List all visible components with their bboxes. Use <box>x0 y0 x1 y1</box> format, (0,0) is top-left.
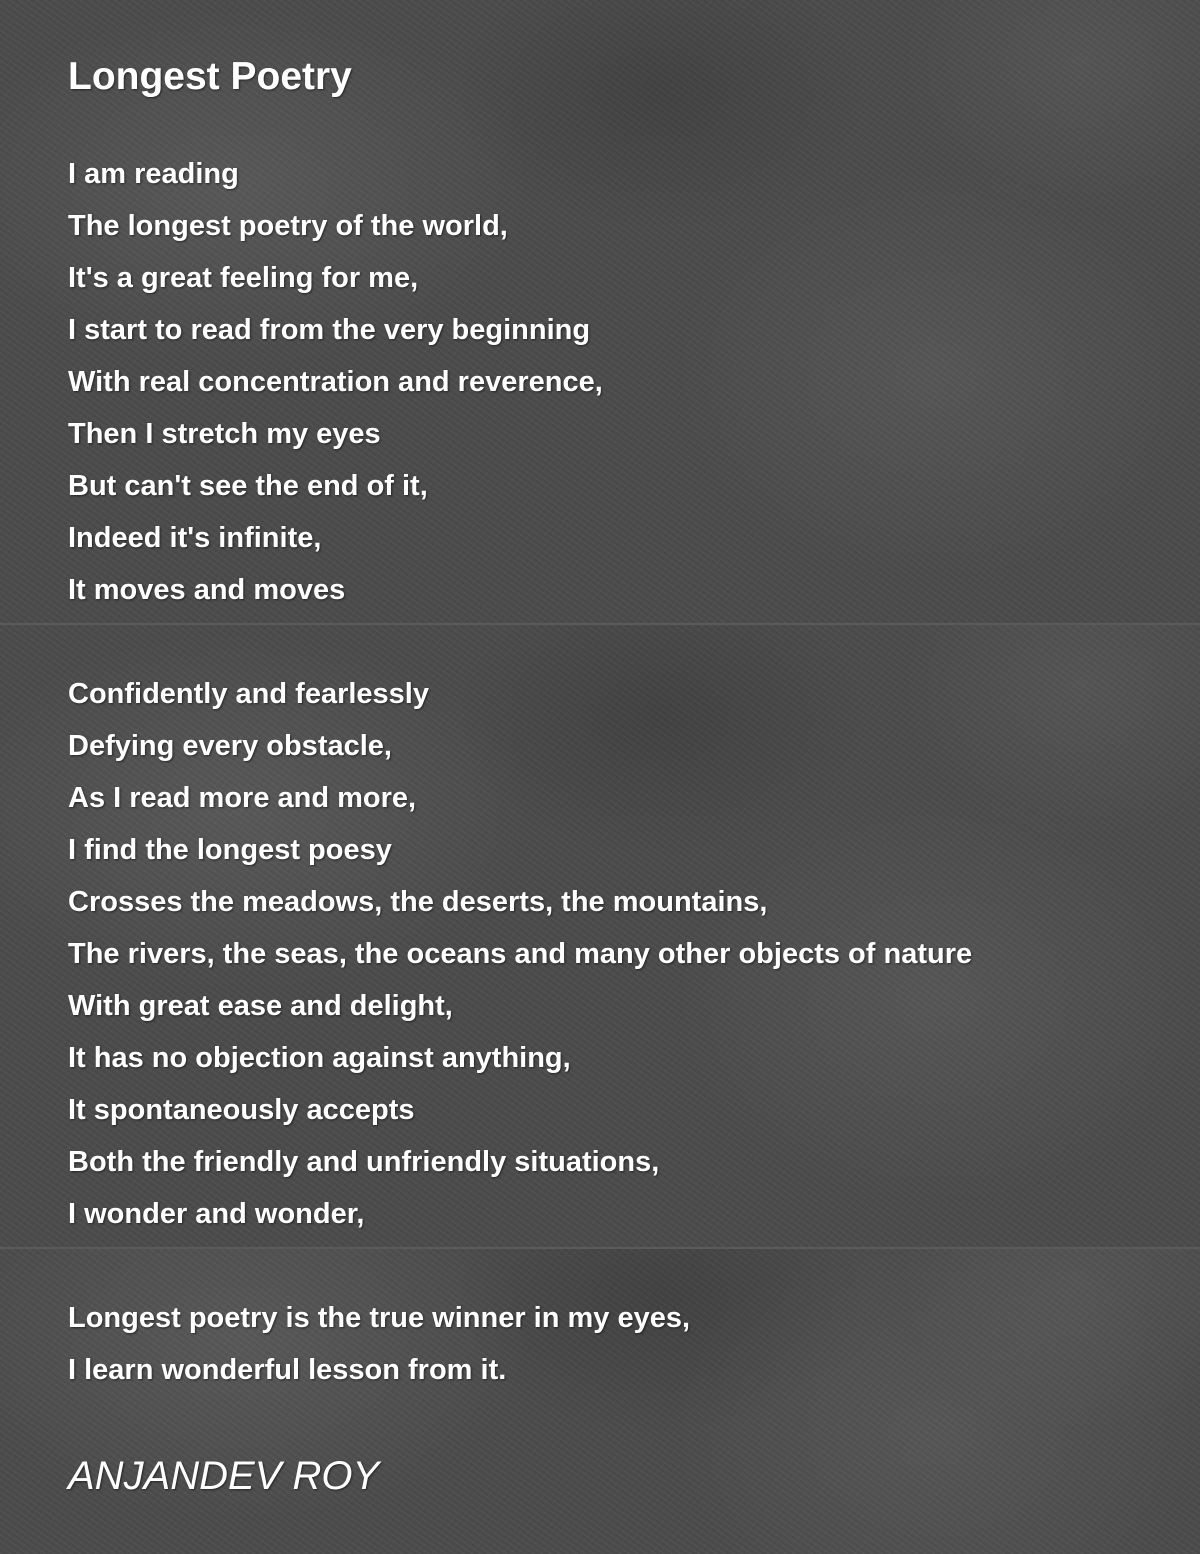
poem-line: It spontaneously accepts <box>68 1094 415 1126</box>
poem-line: But can't see the end of it, <box>68 470 428 502</box>
poem-line: Confidently and fearlessly <box>68 678 429 710</box>
poem-author: ANJANDEV ROY <box>68 1454 380 1498</box>
poem-line: With real concentration and reverence, <box>68 366 603 398</box>
poem-line: Both the friendly and unfriendly situations, <box>68 1146 660 1178</box>
poem-line: Longest poetry is the true winner in my eyes, <box>68 1302 691 1334</box>
poem-line: Crosses the meadows, the deserts, the mountains, <box>68 886 768 918</box>
poem-line: I start to read from the very beginning <box>68 314 591 346</box>
poem-line: It's a great feeling for me, <box>68 262 419 294</box>
stanza-3 <box>68 1292 690 1396</box>
stanza-1 <box>68 148 603 616</box>
poem-line: The longest poetry of the world, <box>68 210 508 242</box>
stanza-2 <box>68 668 972 1240</box>
poem-line: I wonder and wonder, <box>68 1198 365 1230</box>
poem-line: I learn wonderful lesson from it. <box>68 1354 507 1386</box>
poem-line: Defying every obstacle, <box>68 730 392 762</box>
poem-line: I find the longest poesy <box>68 834 392 866</box>
poem-line: Indeed it's infinite, <box>68 522 322 554</box>
poem-line: I am reading <box>68 158 239 190</box>
poem-line: It has no objection against anything, <box>68 1042 571 1074</box>
poem-title: Longest Poetry <box>68 55 352 98</box>
poem-line: Then I stretch my eyes <box>68 418 381 450</box>
poem-line: With great ease and delight, <box>68 990 453 1022</box>
poem-line: The rivers, the seas, the oceans and many other objects of nature <box>68 938 973 970</box>
poem-line: It moves and moves <box>68 574 346 606</box>
poem-line: As I read more and more, <box>68 782 417 814</box>
